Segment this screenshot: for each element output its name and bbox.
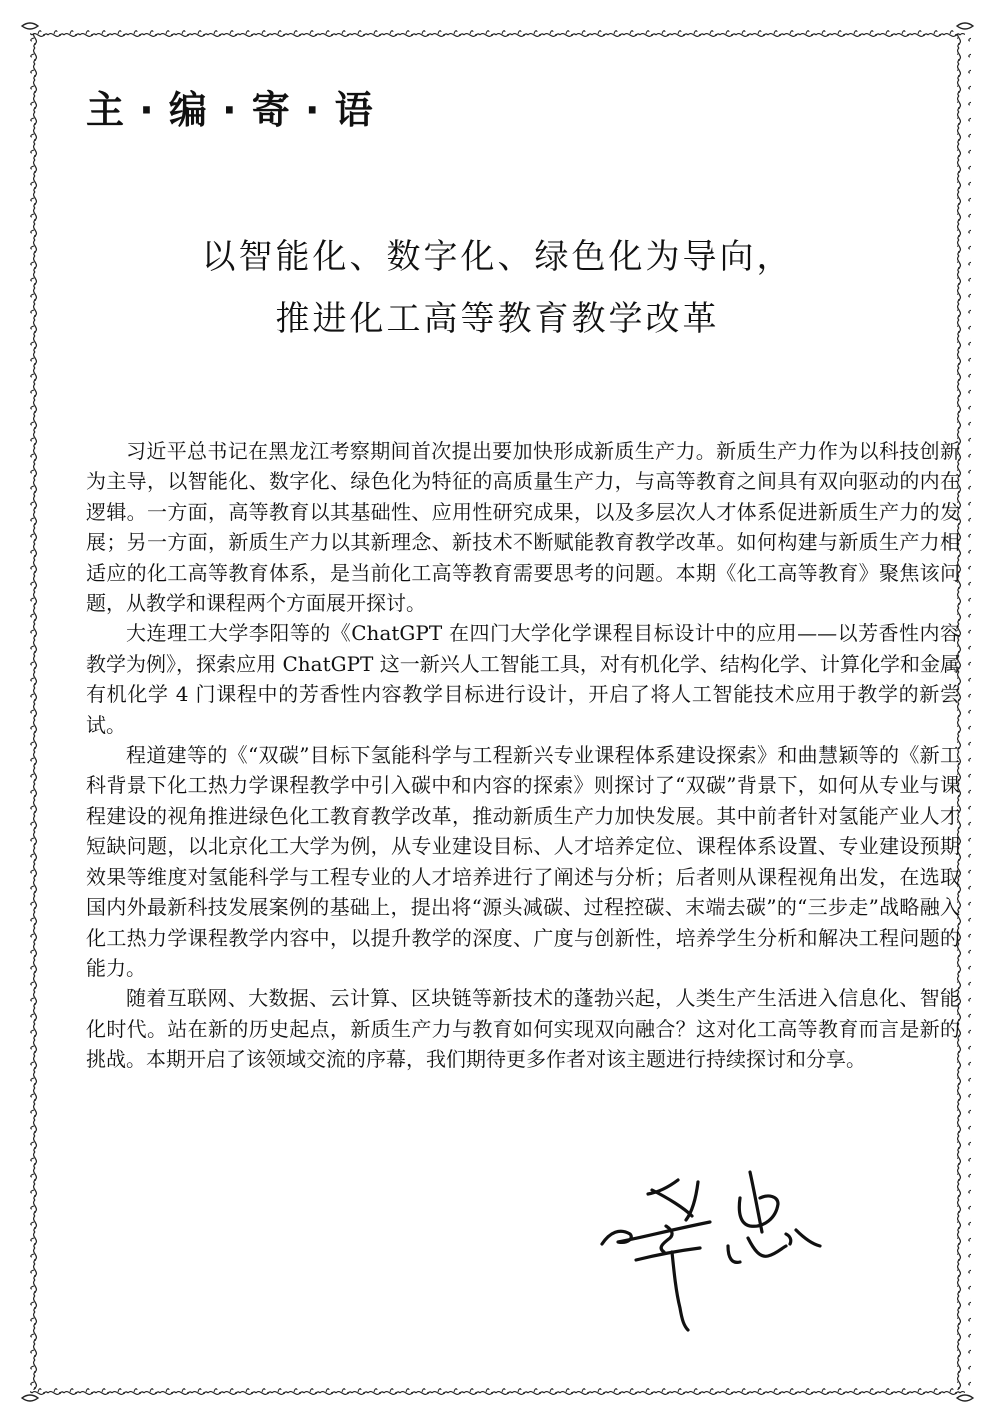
headline-line-1: 以智能化、数字化、绿色化为导向， — [201, 237, 794, 277]
headline-line-2: 推进化工高等教育教学改革 — [275, 299, 720, 339]
body-paragraph-2: 大连理工大学李阳等的《ChatGPT 在四门大学化学课程目标设计中的应用——以芳香性内容教学为例》，探索应用 ChatGPT 这一新兴人工智能工具，对有机化学、结构化学、计算化学和金属有机化学 4 门课程中的芳香性内容教学目标进行设计，开启了将人工智能技术应用于教学的新尝试。 — [86, 621, 960, 737]
editorial-body — [86, 436, 960, 1075]
handwritten-signature — [600, 1168, 840, 1338]
article-headline — [80, 226, 915, 350]
body-paragraph-4: 随着互联网、大数据、云计算、区块链等新技术的蓬勃兴起，人类生产生活进入信息化、智能化时代。站在新的历史起点，新质生产力与教育如何实现双向融合？这对化工高等教育而言是新的挑战。本期开启了该领域交流的序幕，我们期待更多作者对该主题进行持续探讨和分享。 — [86, 986, 960, 1072]
editor-signature — [600, 1168, 840, 1338]
body-paragraph-1: 习近平总书记在黑龙江考察期间首次提出要加快形成新质生产力。新质生产力作为以科技创新为主导，以智能化、数字化、绿色化为特征的高质量生产力，与高等教育之间具有双向驱动的内在逻辑。一方面，高等教育以其基础性、应用性研究成果，以及多层次人才体系促进新质生产力的发展；另一方面，新质生产力以其新理念、新技术不断赋能教育教学改革。如何构建与新质生产力相适应的化工高等教育体系，是当前化工高等教育需要思考的问题。本期《化工高等教育》聚焦该问题，从教学和课程两个方面展开探讨。 — [86, 439, 960, 616]
column-label: 主 · 编 · 寄 · 语 — [86, 88, 374, 132]
body-paragraph-3: 程道建等的《“双碳”目标下氢能科学与工程新兴专业课程体系建设探索》和曲慧颖等的《新工科背景下化工热力学课程教学中引入碳中和内容的探索》则探讨了“双碳”背景下，如何从专业与课程建设的视角推进绿色化工教育教学改革，推动新质生产力加快发展。其中前者针对氢能产业人才短缺问题，以北京化工大学为例，从专业建设目标、人才培养定位、课程体系设置、专业建设预期效果等维度对氢能科学与工程专业的人才培养进行了阐述与分析；后者则从课程视角出发，在选取国内外最新科技发展案例的基础上，提出将“源头减碳、过程控碳、末端去碳”的“三步走”战略融入化工热力学课程教学内容中，以提升教学的深度、广度与创新性，培养学生分析和解决工程问题的能力。 — [86, 743, 960, 980]
